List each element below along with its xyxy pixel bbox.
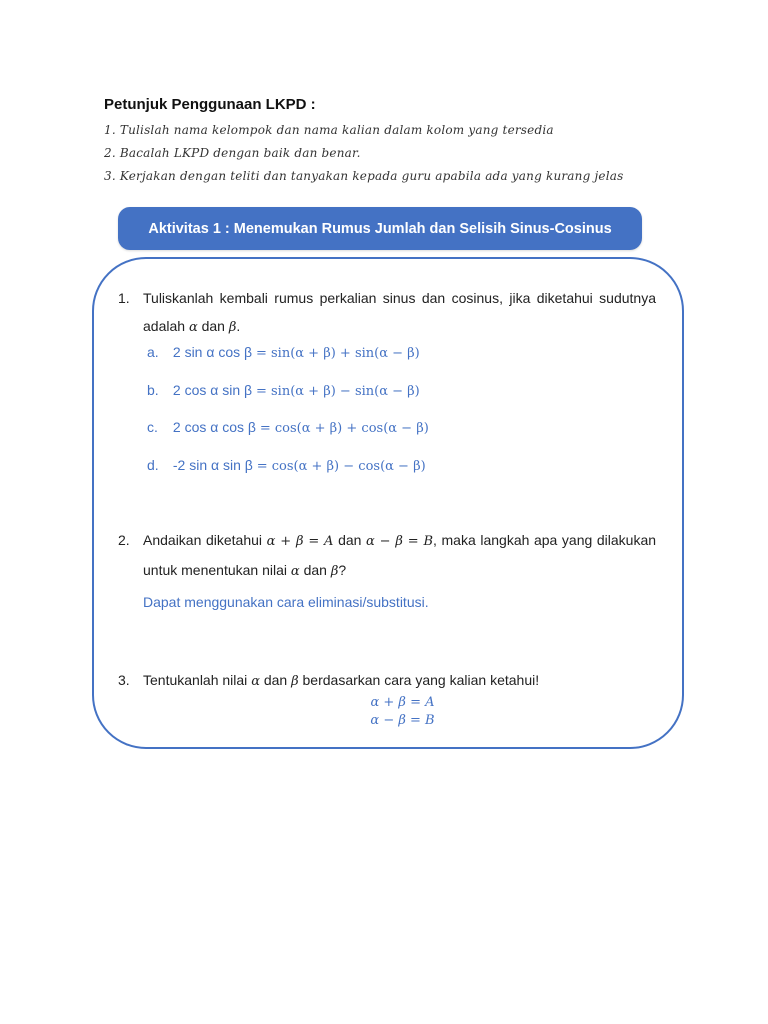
formula-rhs: = cos(α + β) + cos(α − β) xyxy=(259,421,429,436)
formula-rhs: = cos(α + β) − cos(α − β) xyxy=(256,458,426,474)
activity-title: Aktivitas 1 : Menemukan Rumus Jumlah dan Selisih Sinus-Cosinus xyxy=(148,220,612,237)
equation-system xyxy=(300,694,505,730)
question-number: 3. xyxy=(118,672,130,688)
formula-item: a. 2 sin α cos β = sin(α + β) + sin(α − β) xyxy=(147,344,420,361)
question-number: 2. xyxy=(118,532,130,548)
formula-rhs: = sin(α + β) + sin(α − β) xyxy=(255,346,420,361)
question-2 xyxy=(118,526,656,586)
formula-lhs: 2 cos α cos β xyxy=(172,419,256,435)
formula-rhs: = sin(α + β) − sin(α − β) xyxy=(255,383,420,399)
formula-lhs: -2 sin α sin β xyxy=(172,456,253,473)
instruction-item: 1. Tulislah nama kelompok dan nama kalian dalam kolom yang tersedia xyxy=(104,123,554,137)
answer-text: Dapat menggunakan cara eliminasi/substitusi. xyxy=(143,594,429,610)
equation-line: α + β = A xyxy=(370,695,435,710)
activity-header xyxy=(118,207,642,250)
formula-item: d. -2 sin α sin β = cos(α + β) − cos(α − β) xyxy=(147,456,426,474)
instructions-title: Petunjuk Penggunaan LKPD : xyxy=(104,96,316,113)
formula-list xyxy=(147,341,429,491)
question-number: 1. xyxy=(118,290,130,306)
question-text: Tuliskanlah kembali rumus perkalian sinus dan cosinus, jika diketahui sudutnya adalah α dan β. xyxy=(143,290,656,335)
formula-lhs: 2 sin α cos β xyxy=(172,344,253,360)
equation-line: α − β = B xyxy=(370,713,435,728)
formula-lhs: 2 cos α sin β xyxy=(172,381,253,398)
question-1 xyxy=(118,284,656,342)
instruction-item: 3. Kerjakan dengan teliti dan tanyakan kepada guru apabila ada yang kurang jelas xyxy=(104,169,624,183)
question-text: Andaikan diketahui α + β = A dan α − β = B, maka langkah apa yang dilakukan untuk menentukan nilai α dan β? xyxy=(143,532,657,579)
instructions-section xyxy=(104,96,704,188)
question-3 xyxy=(118,666,656,696)
question-text: Tentukanlah nilai α dan β berdasarkan cara yang kalian ketahui! xyxy=(143,672,540,689)
formula-item: c. 2 cos α cos β = cos(α + β) + cos(α − β) xyxy=(147,419,429,436)
formula-item: b. 2 cos α sin β = sin(α + β) − sin(α − β) xyxy=(147,381,420,399)
instruction-item: 2. Bacalah LKPD dengan baik dan benar. xyxy=(104,146,361,160)
